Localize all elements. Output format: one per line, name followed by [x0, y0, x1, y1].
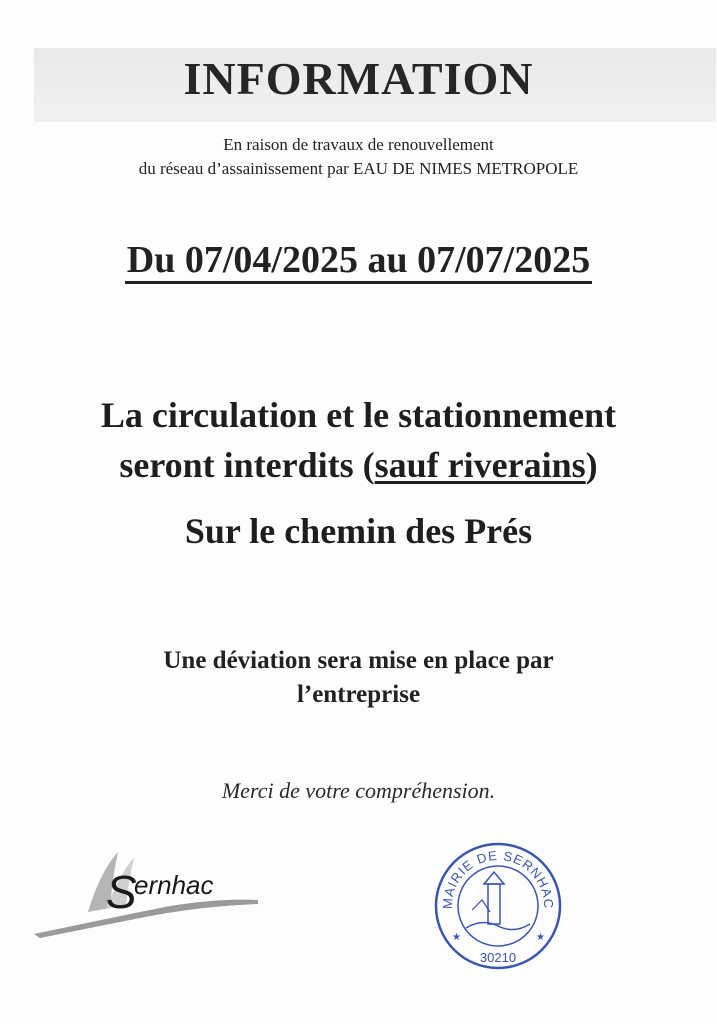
- traffic-notice: [0, 390, 717, 490]
- stamp-ring-text: MAIRIE DE SERNHAC: [439, 847, 557, 910]
- notice-line-1: La circulation et le stationnement: [100, 395, 617, 435]
- notice-line-2: [0, 440, 717, 490]
- intro-line-1: En raison de travaux de renouvellement: [223, 135, 494, 154]
- date-range: [0, 238, 717, 282]
- mairie-seal-icon: [432, 840, 564, 972]
- svg-text:★: ★: [536, 932, 545, 943]
- page-title: INFORMATION: [183, 53, 534, 104]
- date-range-text: Du 07/04/2025 au 07/07/2025: [125, 239, 592, 284]
- thanks-text: Merci de votre compréhension.: [221, 778, 496, 803]
- notice-prefix: seront interdits (: [119, 445, 375, 485]
- street-name: Sur le chemin des Prés: [184, 511, 533, 551]
- deviation-notice: [0, 644, 717, 712]
- stamp-postcode: 30210: [479, 950, 517, 965]
- intro-text: [0, 133, 717, 181]
- notice-exception: sauf riverains: [374, 445, 586, 485]
- sernhac-logo: [30, 850, 270, 940]
- deviation-line-1: Une déviation sera mise en place par: [163, 647, 554, 674]
- notice-suffix: ): [585, 445, 598, 485]
- intro-line-2: du réseau d’assainissement par EAU DE NIMES METROPOLE: [138, 159, 579, 178]
- svg-text:★: ★: [452, 932, 461, 943]
- logo-name: ernhac: [134, 870, 214, 900]
- svg-text:MAIRIE DE SERNHAC: [440, 848, 556, 910]
- logo-initial: S: [106, 866, 137, 918]
- deviation-line-2: l’entreprise: [296, 681, 421, 708]
